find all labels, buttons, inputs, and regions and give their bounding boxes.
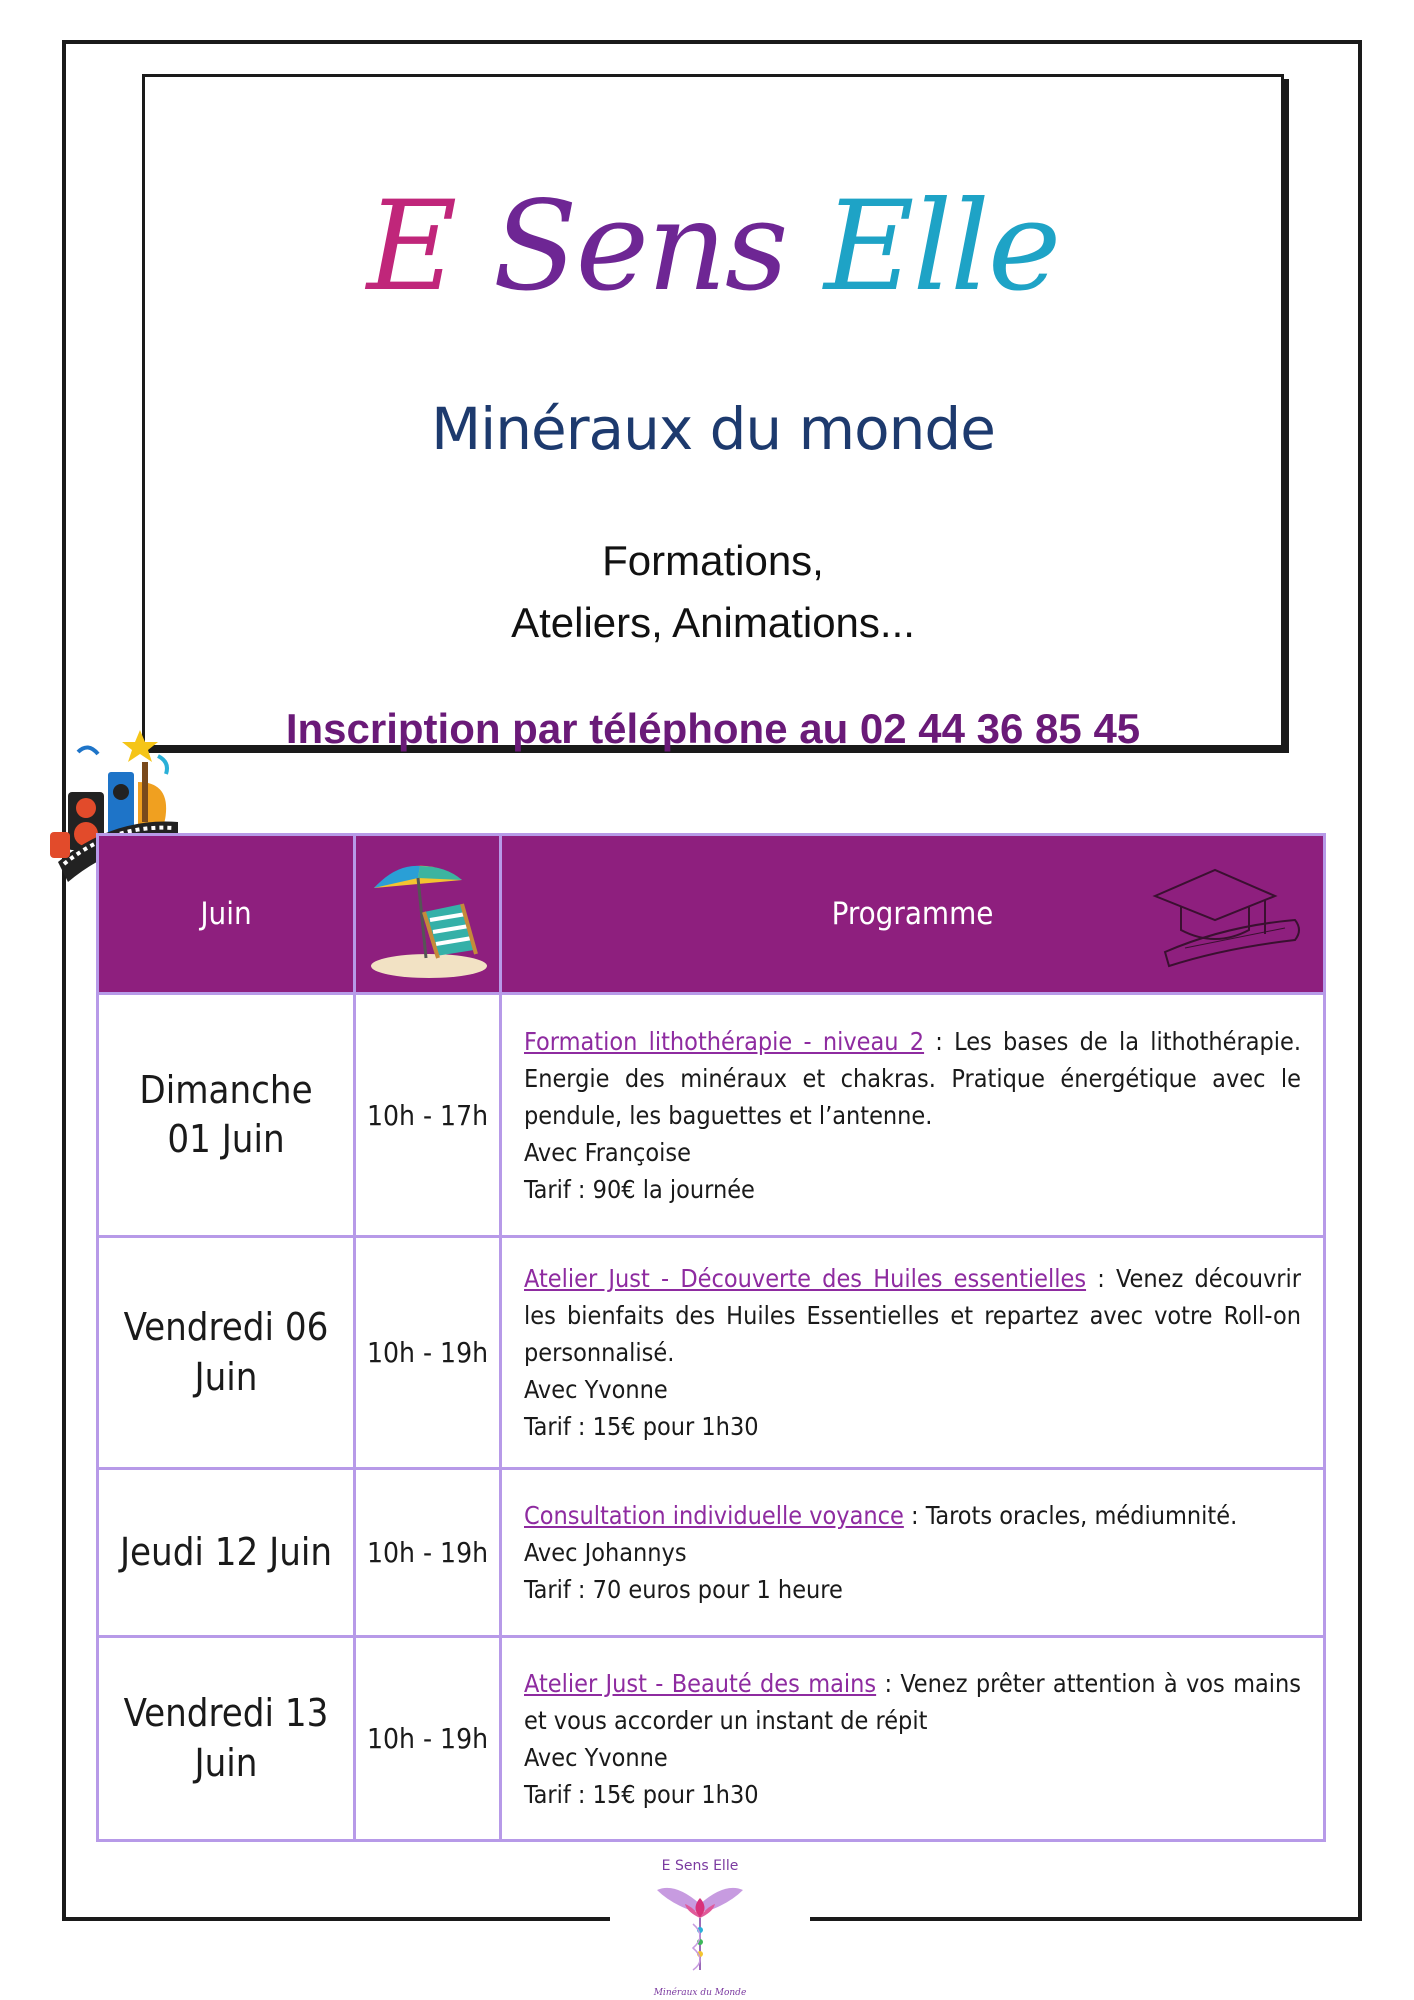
brand-word-elle: Elle [823, 175, 1060, 319]
program-cell [501, 994, 1325, 1237]
brand-word-e: E [366, 175, 456, 319]
footer-brand: E Sens Elle [661, 1858, 739, 1874]
hours-cell: 10h - 17h [355, 994, 501, 1237]
program-cell [501, 1237, 1325, 1469]
program-text: : Venez prêter attention à vos mains et vous accorder un instant de répit [524, 1668, 1302, 1735]
program-text: : Venez découvrir les bienfaits des Huiles Essentielles et repartez avec votre Roll-on personnalisé. [524, 1264, 1302, 1367]
phone-registration: Inscription par téléphone au 02 44 36 85 45 [285, 705, 1141, 752]
beach-chair-icon [366, 854, 492, 980]
program-title-link[interactable]: Atelier Just - Découverte des Huiles essentielles [524, 1264, 1087, 1293]
table-row [98, 994, 1325, 1237]
program-cell [501, 1637, 1325, 1841]
hours-cell: 10h - 19h [355, 1237, 501, 1469]
brand-subtitle: Minéraux du monde [431, 395, 995, 463]
hours-cell: 10h - 19h [355, 1469, 501, 1637]
brand-word-sens: Sens [492, 175, 787, 319]
footer-logo [650, 1858, 750, 2000]
winged-lotus-icon [655, 1874, 745, 1974]
frame-bottom-left [62, 1917, 610, 1921]
table-row [98, 1237, 1325, 1469]
program-title-link[interactable]: Formation lithothérapie - niveau 2 [524, 1026, 925, 1056]
header-box [142, 74, 1284, 752]
tagline-line-1: Formations, [602, 537, 824, 584]
program-price: Tarif : 15€ pour 1h30 [524, 1412, 759, 1441]
program-text: : Tarots oracles, médiumnité. [903, 1501, 1238, 1530]
program-host: Avec Françoise [524, 1137, 691, 1167]
day-cell: Jeudi 12 Juin [98, 1469, 355, 1637]
program-text: : Les bases de la lithothérapie. Energie des minéraux et chakras. Pratique énergétique avec le pendule, les baguettes et l’antenne. [524, 1026, 1301, 1130]
schedule-table [96, 833, 1326, 1842]
graduation-cap-icon [1145, 856, 1305, 968]
program-title-link[interactable]: Consultation individuelle voyance [524, 1501, 904, 1530]
header-program: Programme [501, 835, 1325, 994]
program-title-link[interactable]: Atelier Just - Beauté des mains [524, 1668, 877, 1698]
header-month: Juin [98, 835, 355, 994]
header-beach [355, 835, 501, 994]
footer-subtitle: Minéraux du Monde [653, 1988, 747, 1998]
frame-bottom-right [810, 1917, 1362, 1921]
day-cell: Vendredi 13 Juin [98, 1637, 355, 1841]
brand-logo [145, 175, 1281, 319]
tagline-line-2: Ateliers, Animations... [511, 599, 915, 646]
hours-cell: 10h - 19h [355, 1637, 501, 1841]
program-price: Tarif : 15€ pour 1h30 [524, 1779, 759, 1809]
day-cell: Dimanche 01 Juin [98, 994, 355, 1237]
program-price: Tarif : 70 euros pour 1 heure [524, 1575, 843, 1604]
program-host: Avec Yvonne [524, 1742, 668, 1772]
day-cell: Vendredi 06 Juin [98, 1237, 355, 1469]
program-host: Avec Johannys [524, 1538, 687, 1567]
table-row [98, 1469, 1325, 1637]
program-cell [501, 1469, 1325, 1637]
table-row [98, 1637, 1325, 1841]
program-price: Tarif : 90€ la journée [524, 1174, 755, 1204]
program-host: Avec Yvonne [524, 1375, 668, 1404]
